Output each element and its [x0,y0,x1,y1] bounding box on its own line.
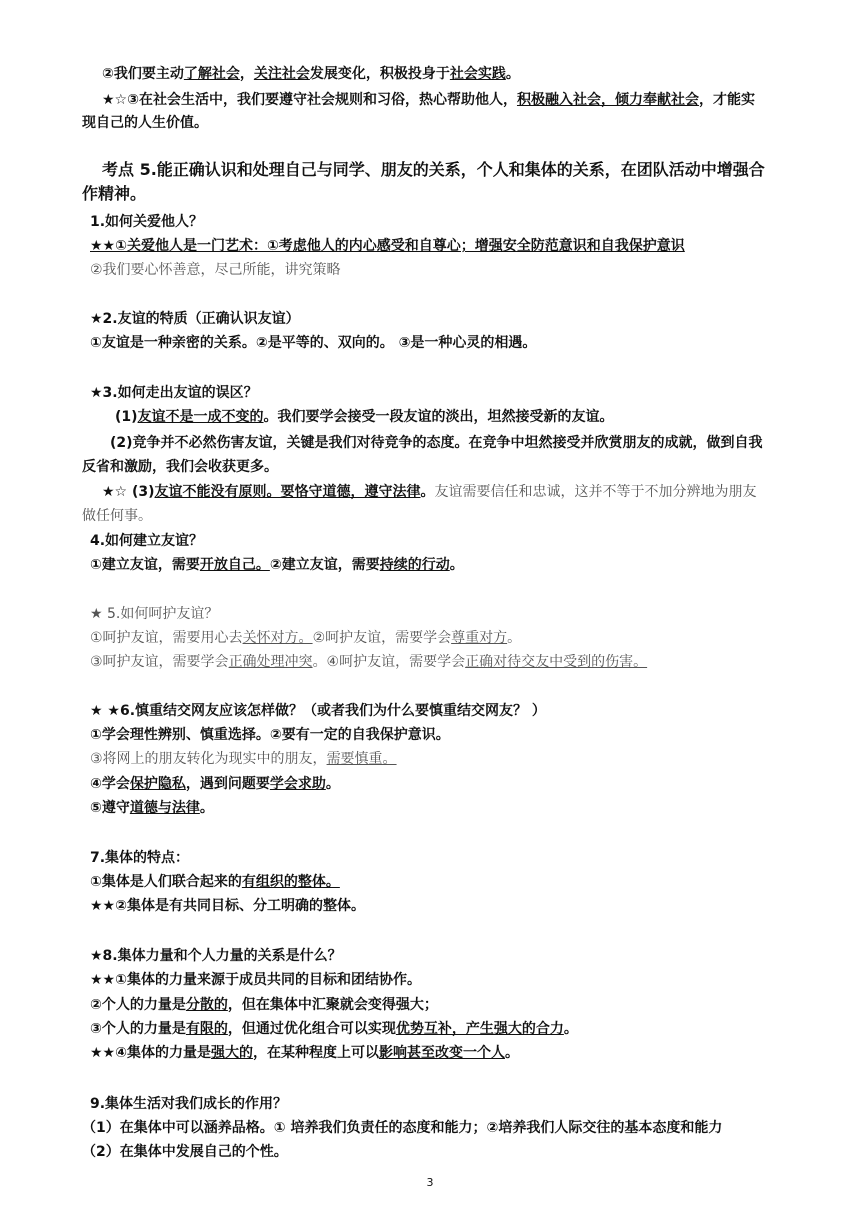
question-title: ★8.集体力量和个人力量的关系是什么？ [90,948,342,964]
question-title: ★2.友谊的特质（正确认识友谊） [90,311,300,327]
question-title: ★ ★6.慎重结交网友应该怎样做？（或者我们为什么要慎重结交网友？ ） [90,703,546,719]
text-line: ③个人的力量是有限的，但通过优化组合可以实现优势互补，产生强大的合力。 [90,1021,578,1037]
question-title: 1.如何关爱他人？ [90,214,204,230]
section-heading: 作精神。 [82,184,147,203]
text-line: ★★①集体的力量来源于成员共同的目标和团结协作。 [90,972,421,988]
text-line: ★☆③在社会生活中，我们要遵守社会规则和习俗，热心帮助他人，积极融入社会，倾力奉献社会，才能实 [102,92,755,108]
text-line: ④学会保护隐私，遇到问题要学会求助。 [90,776,340,792]
text-line: ①集体是人们联合起来的有组织的整体。 [90,874,340,890]
section-heading: 考点 5.能正确认识和处理自己与同学、朋友的关系，个人和集体的关系，在团队活动中增强合 [102,160,765,179]
text-line: 现自己的人生价值。 [82,115,208,131]
text-line: ①友谊是一种亲密的关系。②是平等的、双向的。 ③是一种心灵的相遇。 [90,335,537,351]
text-line: ⑤遵守道德与法律。 [90,800,214,816]
text-line: (1)友谊不是一成不变的。我们要学会接受一段友谊的淡出，坦然接受新的友谊。 [115,409,614,425]
text-line: (2)竞争并不必然伤害友谊，关键是我们对待竞争的态度。在竞争中坦然接受并欣赏朋友的成就，做到自我 [110,435,763,451]
text-line: ①建立友谊，需要开放自己。②建立友谊，需要持续的行动。 [90,557,464,573]
question-title: 4.如何建立友谊？ [90,533,204,549]
text-line: 做任何事。 [82,508,152,524]
text-line: ①呵护友谊，需要用心去关怀对方。②呵护友谊，需要学会尊重对方。 [90,630,522,646]
text-line: ★★②集体是有共同目标、分工明确的整体。 [90,898,365,914]
text-line: （1）在集体中可以涵养品格。① 培养我们负责任的态度和能力；②培养我们人际交往的基本态度和能力 [82,1120,723,1136]
text-line: ③将网上的朋友转化为现实中的朋友，需要慎重。 [90,751,397,767]
question-title: ★3.如何走出友谊的误区？ [90,385,258,401]
question-title: ★ 5.如何呵护友谊？ [90,606,219,622]
text-line: ★★④集体的力量是强大的，在某种程度上可以影响甚至改变一个人。 [90,1045,519,1061]
text-line: ①学会理性辨别、慎重选择。②要有一定的自我保护意识。 [90,727,450,743]
text-line: ②个人的力量是分散的，但在集体中汇聚就会变得强大； [90,997,438,1013]
question-title: 7.集体的特点： [90,850,190,866]
text-line: ②我们要心怀善意，尽己所能，讲究策略 [90,262,341,278]
text-line: ★☆ (3)友谊不能没有原则。要恪守道德，遵守法律。友谊需要信任和忠诚，这并不等于不加分辨地为朋友 [102,484,757,500]
page-number: 3 [426,1176,434,1189]
text-line: （2）在集体中发展自己的个性。 [82,1144,288,1160]
question-title: 9.集体生活对我们成长的作用？ [90,1096,288,1112]
text-line: ③呵护友谊，需要学会正确处理冲突。④呵护友谊，需要学会正确对待交友中受到的伤害。 [90,654,648,670]
text-line: 反省和激励，我们会收获更多。 [82,459,278,475]
text-line: ★★①关爱他人是一门艺术：①考虑他人的内心感受和自尊心；增强安全防范意识和自我保护意识 [90,238,685,254]
text-line: ②我们要主动了解社会，关注社会发展变化，积极投身于社会实践。 [102,66,520,82]
